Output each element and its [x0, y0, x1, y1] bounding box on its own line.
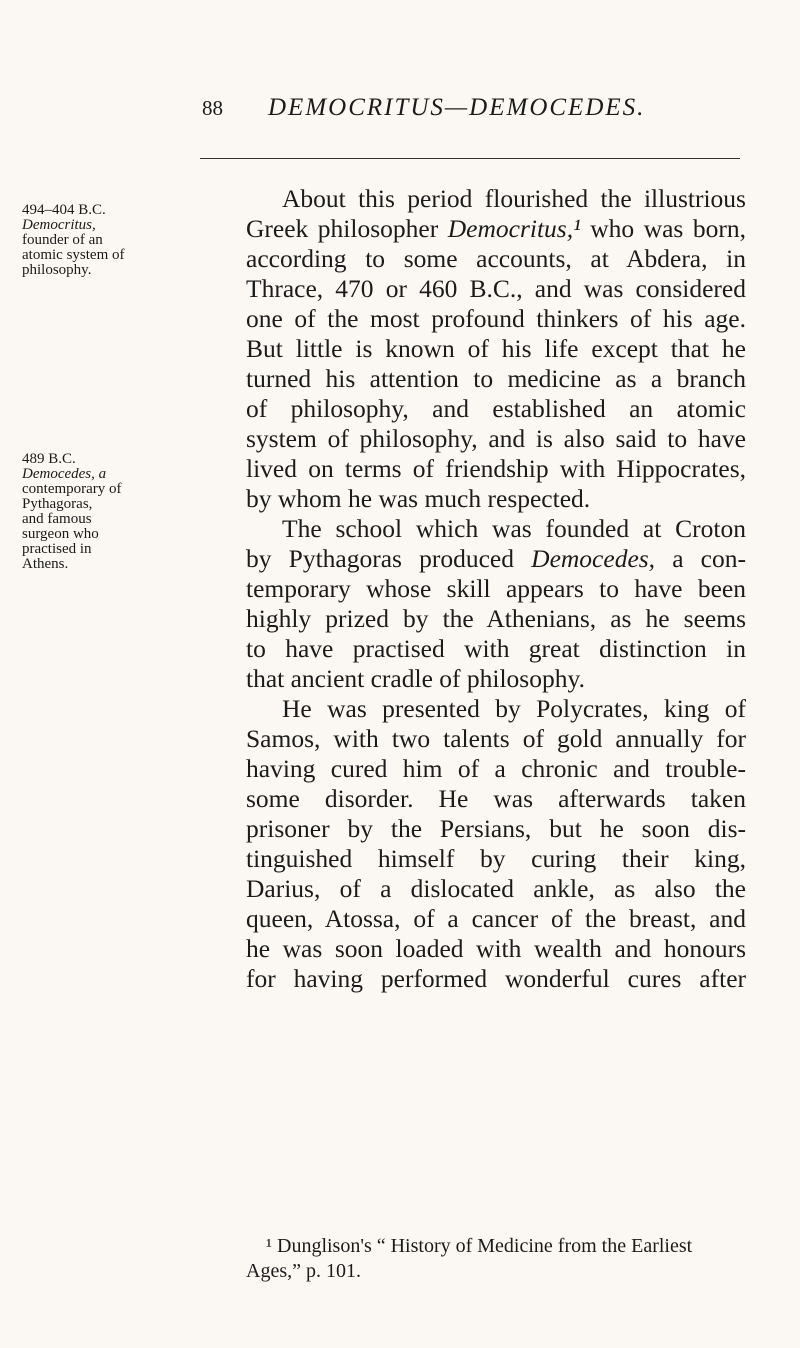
margin-note-line: and famous	[22, 511, 92, 527]
margin-note-line: founder of an	[22, 232, 103, 248]
margin-note-line: Democritus,	[22, 217, 96, 233]
text-line: according to some accounts, at Abdera, in	[246, 244, 746, 273]
margin-note-line: Athens.	[22, 556, 69, 572]
margin-note-democritus	[22, 203, 252, 278]
margin-note-line: philosophy.	[22, 262, 92, 278]
page-header	[0, 96, 800, 136]
text-line: by Pythagoras produced Democedes, a con-	[246, 544, 746, 573]
header-rule	[200, 158, 740, 159]
text-line: Samos, with two talents of gold annually for	[246, 724, 746, 753]
text-line: by whom he was much respected.	[246, 484, 591, 513]
text-line: system of philosophy, and is also said to have	[246, 424, 746, 453]
page-number: 88	[202, 96, 223, 120]
text-line: that ancient cradle of philosophy.	[246, 664, 585, 693]
text-line: Thrace, 470 or 460 B.C., and was considered	[246, 274, 746, 303]
text-line: tinguished himself by curing their king,	[246, 844, 746, 873]
text-line: About this period flourished the illustrious	[282, 184, 746, 213]
margin-note-line: Democedes, a	[22, 466, 107, 482]
text-line: turned his attention to medicine as a branch	[246, 364, 746, 393]
text-line: one of the most profound thinkers of his age.	[246, 304, 746, 333]
body-text	[246, 184, 746, 994]
footnote-line: ¹ Dunglison's “ History of Medicine from the Earliest	[266, 1235, 693, 1257]
text-line: Greek philosopher Democritus,¹ who was born,	[246, 214, 746, 243]
text-line: for having performed wonderful cures after	[246, 964, 746, 993]
text-line: of philosophy, and established an atomic	[246, 394, 746, 423]
margin-note-line: practised in	[22, 541, 92, 557]
text-line: he was soon loaded with wealth and honours	[246, 934, 746, 963]
margin-note-line: atomic system of	[22, 247, 125, 263]
margin-note-line: 494–404 B.C.	[22, 202, 106, 218]
text-line: having cured him of a chronic and trouble-	[246, 754, 746, 783]
text-line: some disorder. He was afterwards taken	[246, 784, 746, 813]
footnote-line: Ages,” p. 101.	[246, 1260, 361, 1282]
text-line: He was presented by Polycrates, king of	[282, 694, 746, 723]
text-line: But little is known of his life except that he	[246, 334, 746, 363]
margin-note-line: surgeon who	[22, 526, 99, 542]
text-line: queen, Atossa, of a cancer of the breast, and	[246, 904, 746, 933]
text-line: highly prized by the Athenians, as he seems	[246, 604, 746, 633]
margin-note-democedes	[22, 452, 252, 572]
margin-note-line: Pythagoras,	[22, 496, 93, 512]
text-line: temporary whose skill appears to have been	[246, 574, 746, 603]
text-line: Darius, of a dislocated ankle, as also the	[246, 874, 746, 903]
margin-note-line: contemporary of	[22, 481, 122, 497]
margin-note-line: 489 B.C.	[22, 451, 76, 467]
footnote	[246, 1234, 746, 1284]
text-line: The school which was founded at Croton	[282, 514, 746, 543]
text-line: lived on terms of friendship with Hippocrates,	[246, 454, 746, 483]
text-line: prisoner by the Persians, but he soon dis-	[246, 814, 746, 843]
running-head: DEMOCRITUS—DEMOCEDES.	[268, 94, 646, 121]
text-line: to have practised with great distinction in	[246, 634, 746, 663]
